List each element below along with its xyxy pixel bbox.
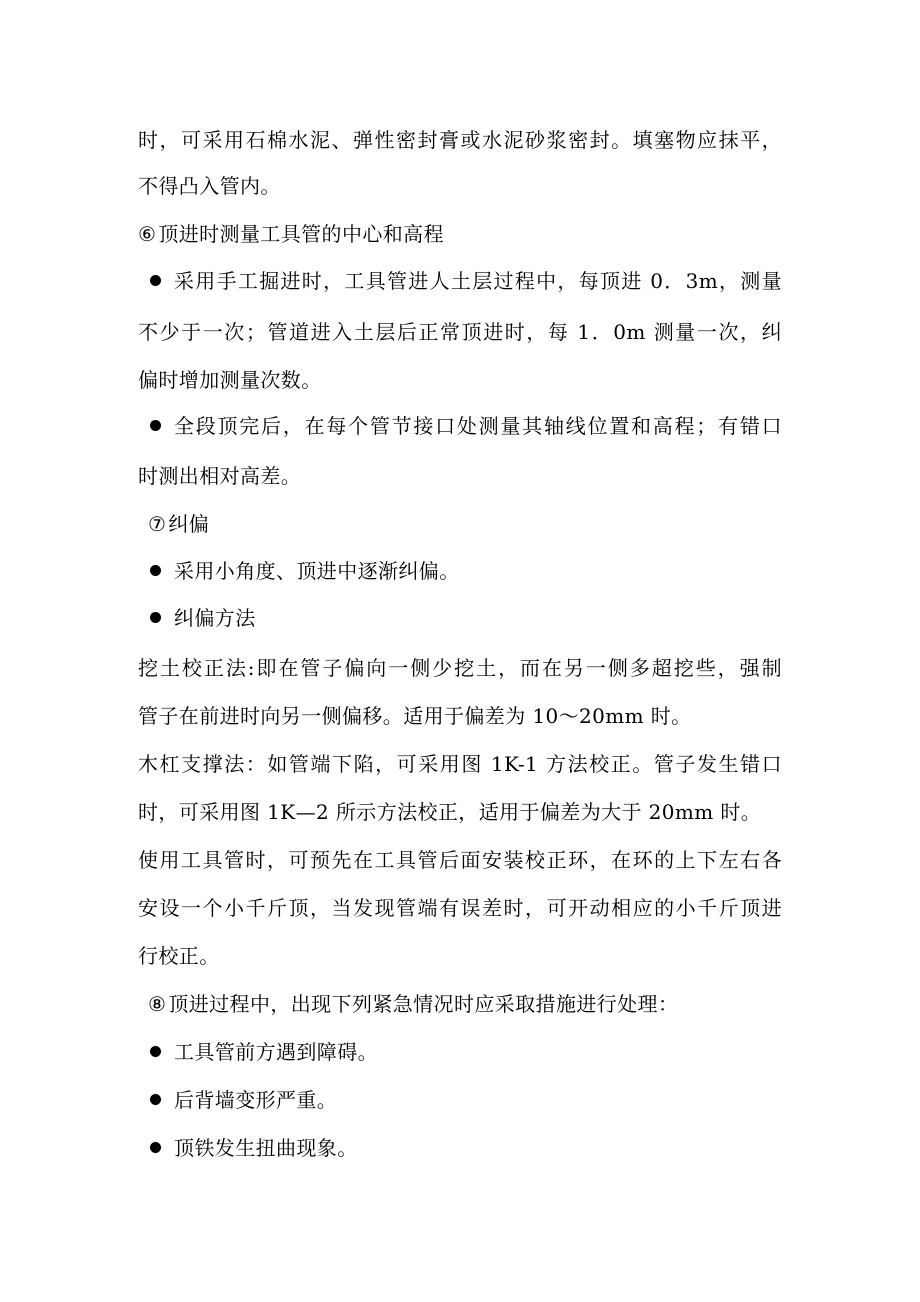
bullet-icon xyxy=(150,565,161,576)
bullet-icon xyxy=(150,420,161,431)
paragraph-line: 管子在前进时向另一侧偏移。适用于偏差为 10～20mm 时。 xyxy=(138,704,692,728)
paragraph-line: 行校正。 xyxy=(138,944,220,968)
paragraph-line: 挖土校正法:即在管子偏向一侧少挖土，而在另一侧多超挖些，强制 xyxy=(138,656,782,680)
bullet-item-line: 顶铁发生扭曲现象。 xyxy=(174,1136,358,1160)
bullet-item-line: 纠偏方法 xyxy=(174,606,256,630)
paragraph-line: 时，可采用石棉水泥、弹性密封膏或水泥砂浆密封。填塞物应抹平， xyxy=(138,128,782,152)
paragraph-line: 安设一个小千斤顶，当发现管端有误差时，可开动相应的小千斤顶进 xyxy=(138,896,782,920)
bullet-item-line: 工具管前方遇到障碍。 xyxy=(174,1040,378,1064)
section-number: ⑦ xyxy=(148,512,167,536)
bullet-item-line: 全段顶完后，在每个管节接口处测量其轴线位置和高程；有错口 xyxy=(174,414,782,438)
bullet-icon xyxy=(150,275,161,286)
bullet-item-line: 后背墙变形严重。 xyxy=(174,1088,338,1112)
section-number: ⑧ xyxy=(148,992,167,1016)
bullet-icon xyxy=(150,612,161,623)
section-heading-7 xyxy=(148,510,209,538)
section-number: ⑥ xyxy=(138,222,157,246)
paragraph-line: 使用工具管时，可预先在工具管后面安装校正环，在环的上下左右各 xyxy=(138,848,782,872)
bullet-icon xyxy=(150,1094,161,1105)
bullet-item-line: 采用小角度、顶进中逐渐纠偏。 xyxy=(174,559,460,583)
paragraph-line: 时测出相对高差。 xyxy=(138,464,302,488)
section-heading-8 xyxy=(148,990,678,1018)
paragraph-line: 偏时增加测量次数。 xyxy=(138,368,322,392)
paragraph-line: 不得凸入管内。 xyxy=(138,174,281,198)
bullet-icon xyxy=(150,1046,161,1057)
paragraph-line: 时，可采用图 1K—2 所示方法校正，适用于偏差为大于 20mm 时。 xyxy=(138,800,762,824)
paragraph-line: 不少于一次；管道进入土层后正常顶进时，每 1．0m 测量一次，纠 xyxy=(138,320,782,344)
bullet-item-line: 采用手工掘进时，工具管进人土层过程中，每顶进 0．3m，测量 xyxy=(174,269,782,293)
section-title: 顶进过程中，出现下列紧急情况时应采取措施进行处理： xyxy=(168,992,679,1016)
paragraph-line: 木杠支撑法：如管端下陷，可采用图 1K-1 方法校正。管子发生错口 xyxy=(138,752,782,776)
section-title: 纠偏 xyxy=(168,512,210,536)
section-heading-6 xyxy=(138,220,444,248)
bullet-icon xyxy=(150,1142,161,1153)
section-title: 顶进时测量工具管的中心和高程 xyxy=(158,222,444,246)
